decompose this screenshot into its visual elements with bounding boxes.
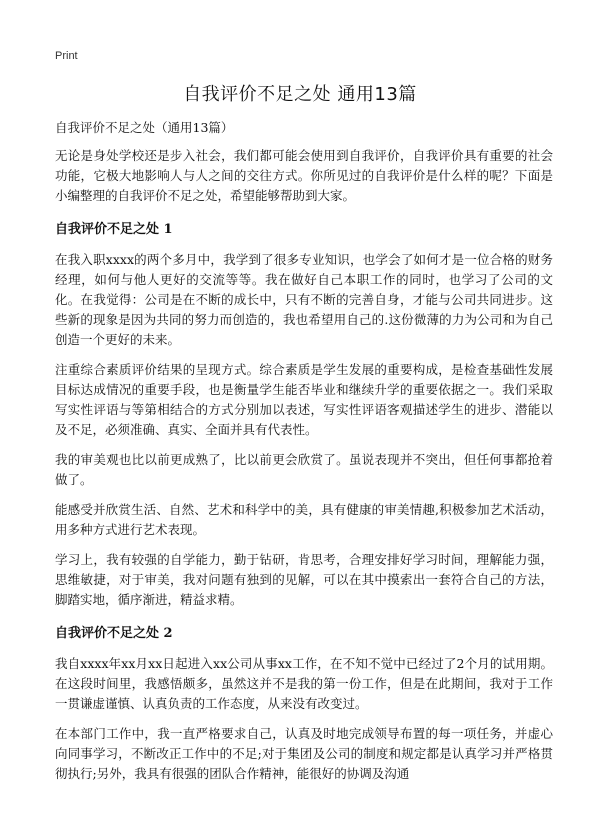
section-paragraph: 在我入职xxxx的两个多月中，我学到了很多专业知识，也学会了如何才是一位合格的财务经理，如何与他人更好的交流等等。我在做好自己本职工作的同时，也学习了公司的文化。在我觉得：公司是在不断的成长中，只有不断的完善自身，才能与公司共同进步。这些新的现象是因为共同的努力而创造的，我也希望用自己的.这份微薄的力为公司和为自己创造一个更好的未来。 (55, 252, 553, 347)
section-paragraph: 注重综合素质评价结果的呈现方式。综合素质是学生发展的重要构成，是检查基础性发展目标达成情况的重要手段，也是衡量学生能否毕业和继续升学的重要依据之一。我们采取写实性评语与等第相结合的方式分别加以表述，写实性评语客观描述学生的进步、潜能以及不足，必须准确、真实、全面并具有代表性。 (55, 362, 553, 437)
section-paragraph: 我自xxxx年xx月xx日起进入xx公司从事xx工作，在不知不觉中已经过了2个月的试用期。在这段时间里，我感悟颇多，虽然这并不是我的第一份工作，但是在此期间，我对于工作一贯谦虚谨慎、认真负责的工作态度，从来没有改变过。 (55, 656, 553, 711)
section-paragraph: 我的审美观也比以前更成熟了，比以前更会欣赏了。虽说表现并不突出，但任何事都抢着做了。 (55, 452, 553, 487)
print-label: Print (55, 50, 78, 62)
section-heading: 自我评价不足之处 2 (55, 626, 173, 641)
section-heading: 自我评价不足之处 1 (55, 222, 173, 237)
document-subtitle: 自我评价不足之处（通用13篇） (55, 120, 234, 135)
section-2 (55, 624, 553, 784)
document-body (55, 118, 553, 794)
section-1 (55, 220, 553, 610)
intro-paragraph: 无论是身处学校还是步入社会，我们都可能会使用到自我评价，自我评价具有重要的社会功能，它极大地影响人与人之间的交往方式。你所见过的自我评价是什么样的呢？下面是小编整理的自我评价不足之处，希望能够帮助到大家。 (55, 148, 553, 203)
section-paragraph: 在本部门工作中，我一直严格要求自己，认真及时地完成领导布置的每一项任务，并虚心向同事学习，不断改正工作中的不足;对于集团及公司的制度和规定都是认真学习并严格贯彻执行;另外，我具有很强的团队合作精神，能很好的协调及沟通 (55, 726, 553, 781)
page-title: 自我评价不足之处 通用13篇 (183, 84, 417, 105)
section-paragraph: 能感受并欣赏生活、自然、艺术和科学中的美，具有健康的审美情趣,积极参加艺术活动，用多种方式进行艺术表现。 (55, 502, 553, 537)
section-paragraph: 学习上，我有较强的自学能力，勤于钻研，肯思考，合理安排好学习时间，理解能力强，思维敏捷，对于审美，我对问题有独到的见解，可以在其中摸索出一套符合自己的方法，脚踏实地，循序渐进，精益求精。 (55, 552, 553, 607)
